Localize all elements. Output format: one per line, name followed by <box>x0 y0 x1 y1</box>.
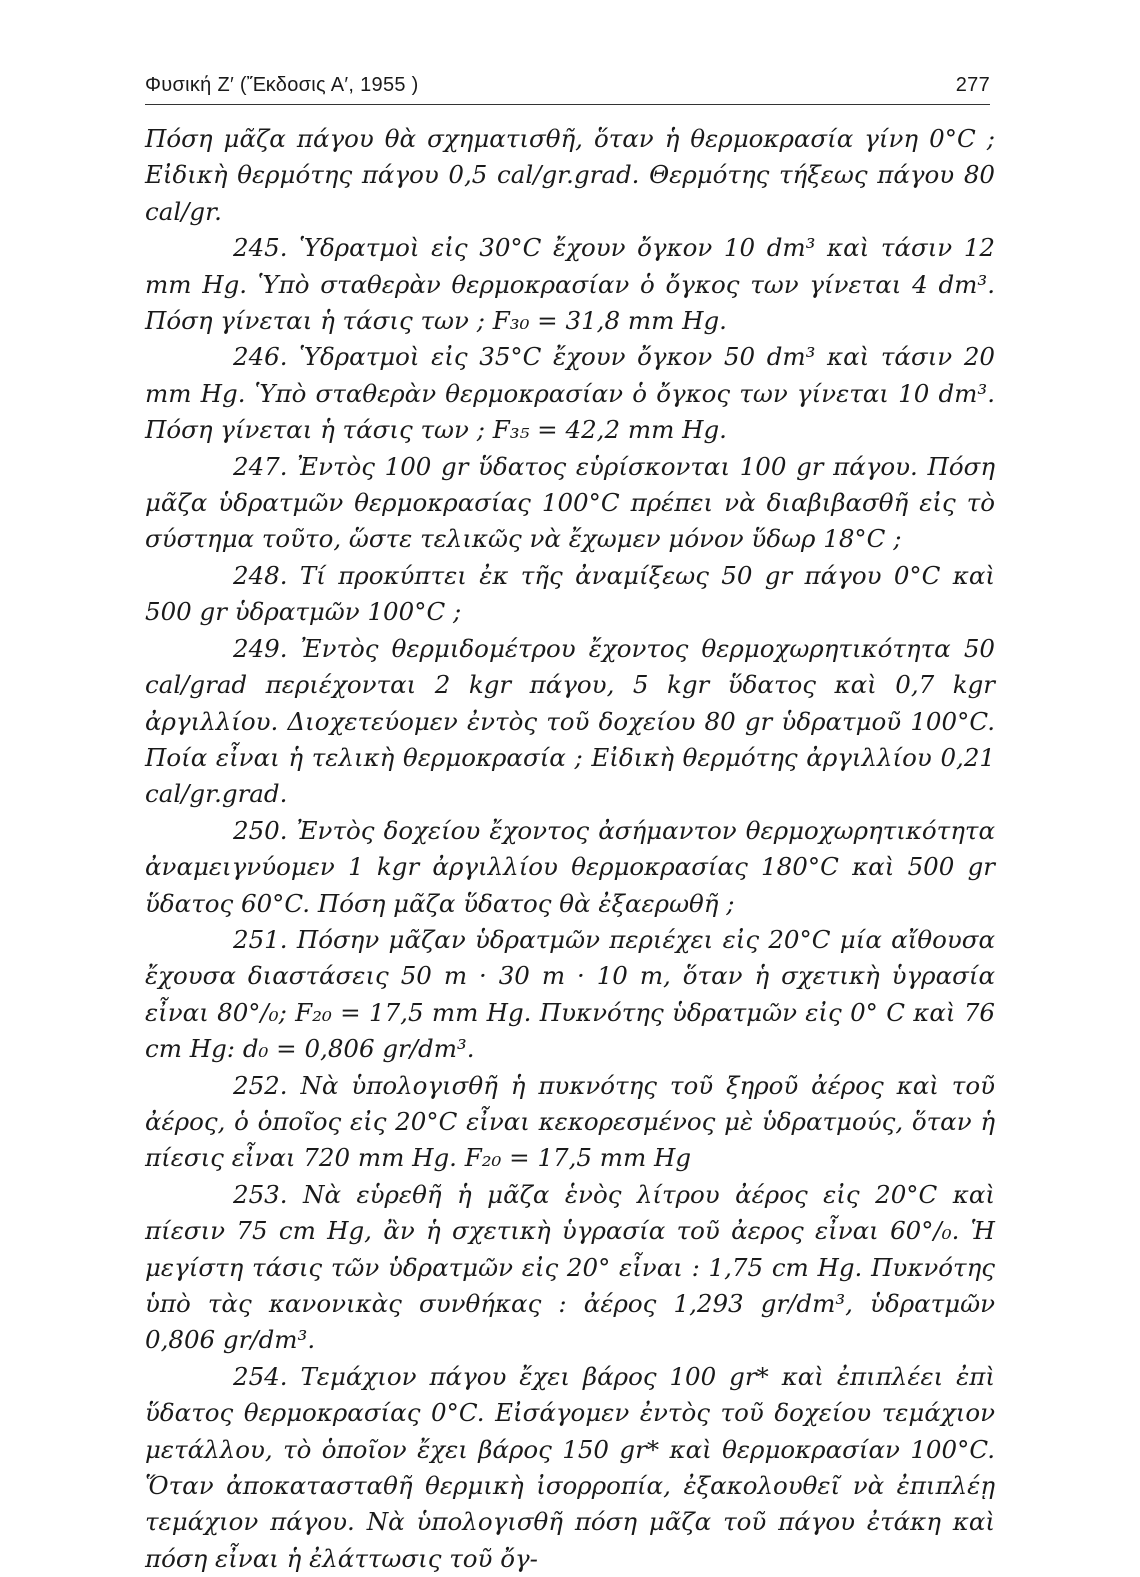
problem-247: 247. Ἐντὸς 100 gr ὕδατος εὑρίσκονται 100 gr πάγου. Πόση μᾶζα ὑδρατμῶν θερμοκρασίας 100°C πρέπει νὰ διαβιβασθῆ εἰς τὸ σύστημα τοῦτο, ὥστε τελικῶς νὰ ἔχωμεν μόνον ὕδωρ 18°C ; <box>145 451 995 554</box>
problem-254: 254. Τεμάχιον πάγου ἔχει βάρος 100 gr* καὶ ἐπιπλέει ἐπὶ ὕδατος θερμοκρασίας 0°C. Εἰσάγομεν ἐντὸς τοῦ δοχείου τεμάχιον μετάλλου, τὸ ὁποῖον ἔχει βάρος 150 gr* καὶ θερμοκρασίαν 100°C. Ὅταν ἀποκατασταθῆ θερμικὴ ἰσορροπία, ἐξακολουθεῖ νὰ ἐπιπλέῃ τεμάχιον πάγου. Νὰ ὑπολογισθῆ πόση μᾶζα τοῦ πάγου ἐτάκη καὶ πόση εἶναι ἡ ἐλάττωσις τοῦ ὄγ- <box>145 1361 995 1573</box>
problem-246: 246. Ὑδρατμοὶ εἰς 35°C ἔχουν ὄγκον 50 dm³ καὶ τάσιν 20 mm Hg. Ὑπὸ σταθερὰν θερμοκρασίαν ὁ ὄγκος των γίνεται 10 dm³. Πόση γίνεται ἡ τάσις των ; F₃₅ = 42,2 mm Hg. <box>145 342 995 445</box>
problem-248: 248. Τί προκύπτει ἐκ τῆς ἀναμίξεως 50 gr πάγου 0°C καὶ 500 gr ὑδρατμῶν 100°C ; <box>145 560 995 627</box>
problem-251: 251. Πόσην μᾶζαν ὑδρατμῶν περιέχει εἰς 20°C μία αἴθουσα ἔχουσα διαστάσεις 50 m · 30 m · 10 m, ὅταν ἡ σχετικὴ ὑγρασία εἶναι 80°/₀; F₂₀ = 17,5 mm Hg. Πυκνότης ὑδρατμῶν εἰς 0° C καὶ 76 cm Hg: d₀ = 0,806 gr/dm³. <box>145 924 995 1064</box>
problem-245: 245. Ὑδρατμοὶ εἰς 30°C ἔχουν ὄγκον 10 dm³ καὶ τάσιν 12 mm Hg. Ὑπὸ σταθερὰν θερμοκρασίαν ὁ ὄγκος των γίνεται 4 dm³. Πόση γίνεται ἡ τάσις των ; F₃₀ = 31,8 mm Hg. <box>145 233 995 336</box>
problem-250: 250. Ἐντὸς δοχείου ἔχοντος ἀσήμαντον θερμοχωρητικότητα ἀναμειγνύομεν 1 kgr ἀργιλλίου θερμοκρασίας 180°C καὶ 500 gr ὕδατος 60°C. Πόση μᾶζα ὕδατος θὰ ἐξαερωθῆ ; <box>145 815 995 918</box>
problem-252: 252. Νὰ ὑπολογισθῆ ἡ πυκνότης τοῦ ξηροῦ ἀέρος καὶ τοῦ ἀέρος, ὁ ὁποῖος εἰς 20°C εἶναι κεκορεσμένος μὲ ὑδρατμούς, ὅταν ἡ πίεσις εἶναι 720 mm Hg. F₂₀ = 17,5 mm Hg <box>145 1070 995 1173</box>
problem-253: 253. Νὰ εὑρεθῆ ἡ μᾶζα ἑνὸς λίτρου ἀέρος εἰς 20°C καὶ πίεσιν 75 cm Hg, ἂν ἡ σχετικὴ ὑγρασία τοῦ ἀερος εἶναι 60°/₀. Ἡ μεγίστη τάσις τῶν ὑδρατμῶν εἰς 20° εἶναι : 1,75 cm Hg. Πυκνότης ὑπὸ τὰς κανονικὰς συνθήκας : ἀέρος 1,293 gr/dm³, ὑδρατμῶν 0,806 gr/dm³. <box>145 1179 995 1355</box>
header-title: Φυσική Ζ′ (Ἔκδοσις Α′, 1955 ) <box>145 74 419 96</box>
paragraph-continuation: Πόση μᾶζα πάγου θὰ σχηματισθῆ, ὅταν ἡ θερμοκρασία γίνη 0°C ; Εἰδικὴ θερμότης πάγου 0,5 cal/gr.grad. Θερμότης τήξεως πάγου 80 cal/gr. <box>145 124 995 226</box>
body-text <box>145 121 995 1577</box>
running-header <box>145 72 990 105</box>
page-number: 277 <box>955 74 990 96</box>
problem-249: 249. Ἐντὸς θερμιδομέτρου ἔχοντος θερμοχωρητικότητα 50 cal/grad περιέχονται 2 kgr πάγου, 5 kgr ὕδατος καὶ 0,7 kgr ἀργιλλίου. Διοχετεύομεν ἐντὸς τοῦ δοχείου 80 gr ὑδρατμοῦ 100°C. Ποία εἶναι ἡ τελικὴ θερμοκρασία ; Εἰδικὴ θερμότης ἀργιλλίου 0,21 cal/gr.grad. <box>145 633 995 809</box>
